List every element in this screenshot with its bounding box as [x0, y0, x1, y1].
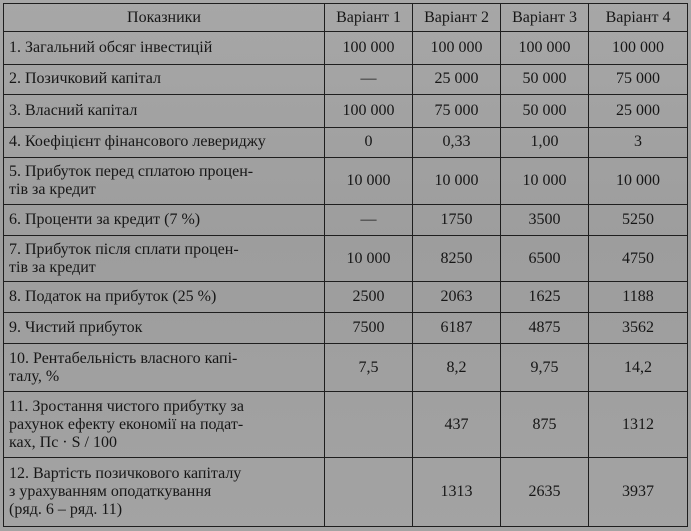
cell-variant-4: 1312 — [589, 392, 688, 457]
investment-table — [3, 3, 688, 527]
table-body — [4, 32, 688, 527]
cell-variant-3: 4875 — [501, 313, 589, 344]
cell-variant-4: 100 000 — [589, 32, 688, 65]
cell-variant-1: — — [325, 205, 413, 236]
table-row — [4, 32, 688, 65]
row-label: 5. Прибуток перед сплатою процен- тів за кредит — [4, 158, 325, 205]
cell-variant-1: — — [325, 64, 413, 95]
cell-variant-2: 437 — [413, 392, 501, 457]
cell-variant-3: 3500 — [501, 205, 589, 236]
cell-variant-2: 10 000 — [413, 158, 501, 205]
cell-variant-1: 0 — [325, 127, 413, 158]
table-row — [4, 127, 688, 158]
cell-variant-2: 1313 — [413, 457, 501, 526]
cell-variant-1 — [325, 392, 413, 457]
cell-variant-2: 8250 — [413, 235, 501, 282]
cell-variant-1: 10 000 — [325, 235, 413, 282]
row-label: 6. Проценти за кредит (7 %) — [4, 205, 325, 236]
cell-variant-1: 100 000 — [325, 32, 413, 65]
cell-variant-3: 9,75 — [501, 343, 589, 392]
cell-variant-3: 2635 — [501, 457, 589, 526]
table-row — [4, 158, 688, 205]
cell-variant-1: 10 000 — [325, 158, 413, 205]
row-label: 11. Зростання чистого прибутку за рахунок ефекту економії на подат- ках, Пс · S / 100 — [4, 392, 325, 457]
cell-variant-2: 8,2 — [413, 343, 501, 392]
cell-variant-1: 2500 — [325, 282, 413, 313]
row-label: 7. Прибуток після сплати процен- тів за кредит — [4, 235, 325, 282]
row-label: 4. Коефіцієнт фінансового левериджу — [4, 127, 325, 158]
table-row — [4, 205, 688, 236]
cell-variant-3: 50 000 — [501, 64, 589, 95]
cell-variant-4: 4750 — [589, 235, 688, 282]
header-row — [4, 4, 688, 32]
row-label: 3. Власний капітал — [4, 95, 325, 128]
cell-variant-4: 5250 — [589, 205, 688, 236]
row-label: 12. Вартість позичкового капіталу з урахуванням оподаткування (ряд. 6 – ряд. 11) — [4, 457, 325, 526]
header-variant-3: Варіант 3 — [501, 4, 589, 32]
cell-variant-2: 0,33 — [413, 127, 501, 158]
cell-variant-3: 10 000 — [501, 158, 589, 205]
cell-variant-4: 25 000 — [589, 95, 688, 128]
table-row — [4, 313, 688, 344]
cell-variant-3: 6500 — [501, 235, 589, 282]
cell-variant-4: 1188 — [589, 282, 688, 313]
table-row — [4, 235, 688, 282]
cell-variant-3: 1625 — [501, 282, 589, 313]
cell-variant-4: 3562 — [589, 313, 688, 344]
cell-variant-1: 7,5 — [325, 343, 413, 392]
table-row — [4, 343, 688, 392]
cell-variant-1: 7500 — [325, 313, 413, 344]
row-label: 2. Позичковий капітал — [4, 64, 325, 95]
row-label: 9. Чистий прибуток — [4, 313, 325, 344]
header-variant-2: Варіант 2 — [413, 4, 501, 32]
table-row — [4, 64, 688, 95]
cell-variant-2: 100 000 — [413, 32, 501, 65]
cell-variant-2: 1750 — [413, 205, 501, 236]
cell-variant-4: 14,2 — [589, 343, 688, 392]
cell-variant-2: 6187 — [413, 313, 501, 344]
table-row — [4, 392, 688, 457]
cell-variant-4: 75 000 — [589, 64, 688, 95]
table-row — [4, 457, 688, 526]
cell-variant-3: 50 000 — [501, 95, 589, 128]
row-label: 10. Рентабельність власного капі- талу, % — [4, 343, 325, 392]
cell-variant-4: 10 000 — [589, 158, 688, 205]
header-indicators: Показники — [4, 4, 325, 32]
row-label: 1. Загальний обсяг інвестицій — [4, 32, 325, 65]
cell-variant-1: 100 000 — [325, 95, 413, 128]
cell-variant-3: 875 — [501, 392, 589, 457]
header-variant-4: Варіант 4 — [589, 4, 688, 32]
cell-variant-2: 2063 — [413, 282, 501, 313]
cell-variant-4: 3 — [589, 127, 688, 158]
cell-variant-3: 1,00 — [501, 127, 589, 158]
table-row — [4, 282, 688, 313]
row-label: 8. Податок на прибуток (25 %) — [4, 282, 325, 313]
cell-variant-2: 75 000 — [413, 95, 501, 128]
cell-variant-3: 100 000 — [501, 32, 589, 65]
header-variant-1: Варіант 1 — [325, 4, 413, 32]
table-row — [4, 95, 688, 128]
cell-variant-4: 3937 — [589, 457, 688, 526]
cell-variant-2: 25 000 — [413, 64, 501, 95]
cell-variant-1 — [325, 457, 413, 526]
